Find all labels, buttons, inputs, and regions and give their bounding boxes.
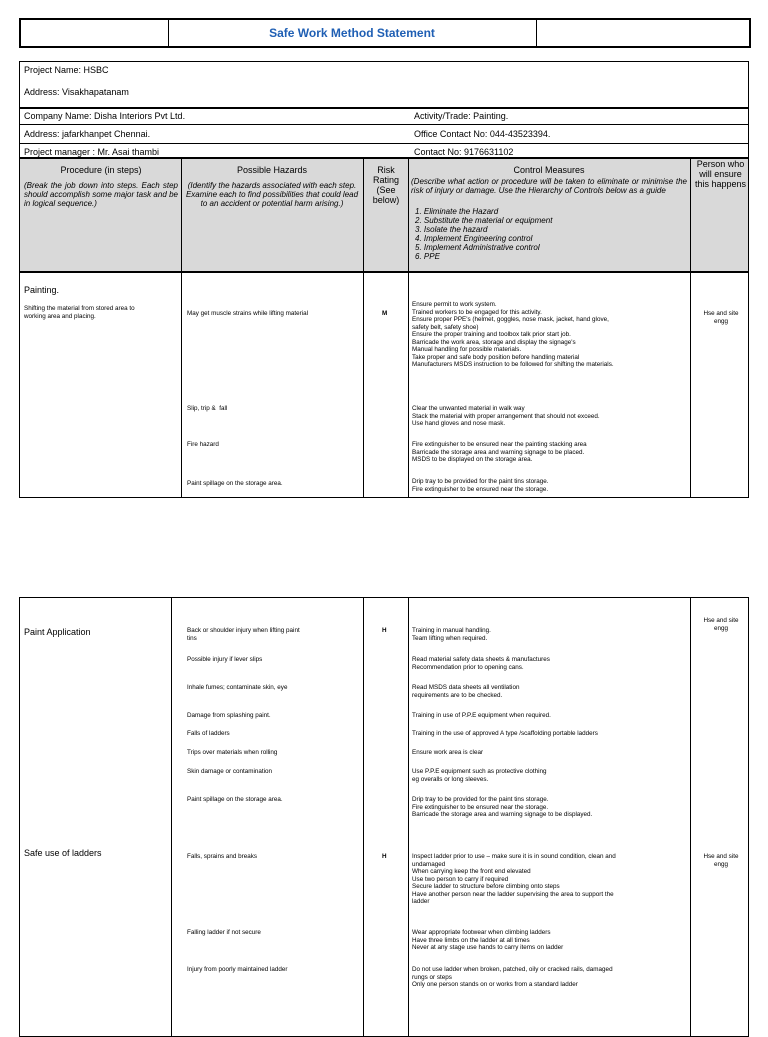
office-contact: Office Contact No: 044-43523394. bbox=[414, 129, 551, 139]
control-cell: Training in the use of approved A type /scaffolding portable ladders bbox=[412, 730, 598, 737]
document-title: Safe Work Method Statement bbox=[269, 26, 435, 40]
title-left-cell bbox=[21, 20, 169, 46]
hazard-cell: Falls of ladders bbox=[187, 730, 230, 737]
hazard-cell: Falls, sprains and breaks bbox=[187, 853, 257, 860]
table-header bbox=[19, 158, 749, 272]
hazard-cell: Slip, trip & fall bbox=[187, 405, 228, 412]
control-cell: Inspect ladder prior to use – make sure it is in sound condition, clean and undamaged When carrying keep the front end elevated Use two person to carry if required Secure ladder to structure before climbing onto steps Have another person near the ladder supervising the area to support the ladder bbox=[412, 853, 616, 905]
header-procedure-sub: (Break the job down into steps. Each step should accomplish some major task and be in logical sequence.) bbox=[24, 181, 178, 208]
header-control-list: 1. Eliminate the Hazard 2. Substitute the material or equipment 3. Isolate the hazard 4. Implement Engineering control 5. Implement Administrative control 6. PPE bbox=[415, 207, 553, 261]
project-address: Address: Visakhapatanam bbox=[24, 87, 129, 97]
header-control-sub: (Describe what action or procedure will be taken to eliminate or minimise the risk of injury or damage. Use the Hierarchy of Controls below as a guide bbox=[411, 177, 687, 195]
control-cell: Fire extinguisher to be ensured near the painting stacking area Barricade the storage area and warning signage to be placed. MSDS to be displayed on the storage area. bbox=[412, 441, 587, 463]
hazard-cell: May get muscle strains while lifting material bbox=[187, 310, 309, 317]
procedure-safe-ladders: Safe use of ladders bbox=[24, 848, 102, 858]
hazard-cell: Paint spillage on the storage area. bbox=[187, 796, 283, 803]
hazard-cell: Damage from splashing paint. bbox=[187, 712, 271, 719]
control-cell: Training in manual handling. Team lifting when required. bbox=[412, 627, 491, 642]
hazard-cell: Paint spillage on the storage area. bbox=[187, 480, 283, 487]
header-person: Person who will ensure this happens bbox=[694, 159, 747, 189]
person-cell: Hse and site engg bbox=[703, 853, 739, 868]
control-cell: Training in use of P.P.E equipment when required. bbox=[412, 712, 551, 719]
hazard-cell: Inhale fumes; contaminate skin, eye bbox=[187, 684, 288, 691]
control-cell: Clear the unwanted material in walk way Stack the material with proper arrangement that should not exceed. Use hand gloves and nose mask. bbox=[412, 405, 600, 427]
company-address: Address: jafarkhanpet Chennai. bbox=[24, 129, 151, 139]
project-info-box bbox=[19, 61, 749, 108]
risk-rating: H bbox=[382, 853, 387, 860]
person-cell: Hse and site engg bbox=[703, 617, 739, 632]
control-cell: Drip tray to be provided for the paint tins storage. Fire extinguisher to be ensured near the storage. Barricade the storage area and warning signage to be displayed. bbox=[412, 796, 593, 818]
header-control: Control Measures bbox=[513, 165, 585, 175]
procedure-step-shifting: Shifting the material from stored area to working area and placing. bbox=[24, 305, 135, 320]
title-center-cell bbox=[168, 20, 537, 46]
activity-trade: Activity/Trade: Painting. bbox=[414, 111, 509, 121]
project-manager: Project manager : Mr. Asai thambi bbox=[24, 147, 160, 157]
section-painting bbox=[19, 272, 749, 498]
header-hazards: Possible Hazards bbox=[236, 165, 308, 175]
control-cell: Ensure permit to work system. Trained workers to be engaged for this activity. Ensure proper PPE's (helmet, goggles, nose mask, jacket, hand glove, safety belt, safety shoe) Ensure the proper training and toolbox talk prior start job. Barricade the work area, storage and display the signage's Manual handling for possible materials. Take proper and safe body position before handling material Manufacturers MSDS instruction to be followed for shifting the materials. bbox=[412, 301, 614, 368]
header-procedure: Procedure (in steps) bbox=[60, 165, 142, 175]
hazard-cell: Skin damage or contamination bbox=[187, 768, 273, 775]
project-name: Project Name: HSBC bbox=[24, 65, 109, 75]
company-name: Company Name: Disha Interiors Pvt Ltd. bbox=[24, 111, 186, 121]
company-info-box bbox=[19, 108, 749, 158]
hazard-cell: Falling ladder if not secure bbox=[187, 929, 261, 936]
header-hazards-sub: (Identify the hazards associated with each step. Examine each to find possibilities that could lead to an accident or potential harm arising.) bbox=[185, 181, 359, 208]
title-bar bbox=[19, 18, 751, 48]
person-cell: Hse and site engg bbox=[703, 310, 739, 325]
hazard-cell: Injury from poorly maintained ladder bbox=[187, 966, 288, 973]
hazard-cell: Trips over materials when rolling bbox=[187, 749, 278, 756]
control-cell: Ensure work area is clear bbox=[412, 749, 484, 756]
risk-rating: H bbox=[382, 627, 387, 634]
contact-number: Contact No: 9176631102 bbox=[414, 147, 514, 157]
control-cell: Drip tray to be provided for the paint tins storage. Fire extinguisher to be ensured near the storage. bbox=[412, 478, 549, 493]
control-cell: Read material safety data sheets & manufactures Recommendation prior to opening cans. bbox=[412, 656, 550, 671]
control-cell: Wear appropriate footwear when climbing ladders Have three limbs on the ladder at all times Never at any stage use hands to carry items on ladder bbox=[412, 929, 564, 951]
control-cell: Use P.P.E equipment such as protective clothing eg overalls or long sleeves. bbox=[412, 768, 547, 783]
risk-rating: M bbox=[382, 310, 388, 317]
procedure-paint-application: Paint Application bbox=[24, 627, 91, 637]
procedure-painting: Painting. bbox=[24, 285, 60, 295]
control-cell: Read MSDS data sheets all ventilation requirements are to be checked. bbox=[412, 684, 520, 699]
control-cell: Do not use ladder when broken, patched, oily or cracked rails, damaged rungs or steps Only one person stands on or works from a standard ladder bbox=[412, 966, 613, 988]
header-risk: Risk Rating (See below) bbox=[372, 165, 400, 205]
hazard-cell: Back or shoulder injury when lifting paint tins bbox=[187, 627, 300, 642]
section-paint-application bbox=[19, 597, 749, 1037]
hazard-cell: Possible injury if lever slips bbox=[187, 656, 263, 663]
hazard-cell: Fire hazard bbox=[187, 441, 219, 448]
